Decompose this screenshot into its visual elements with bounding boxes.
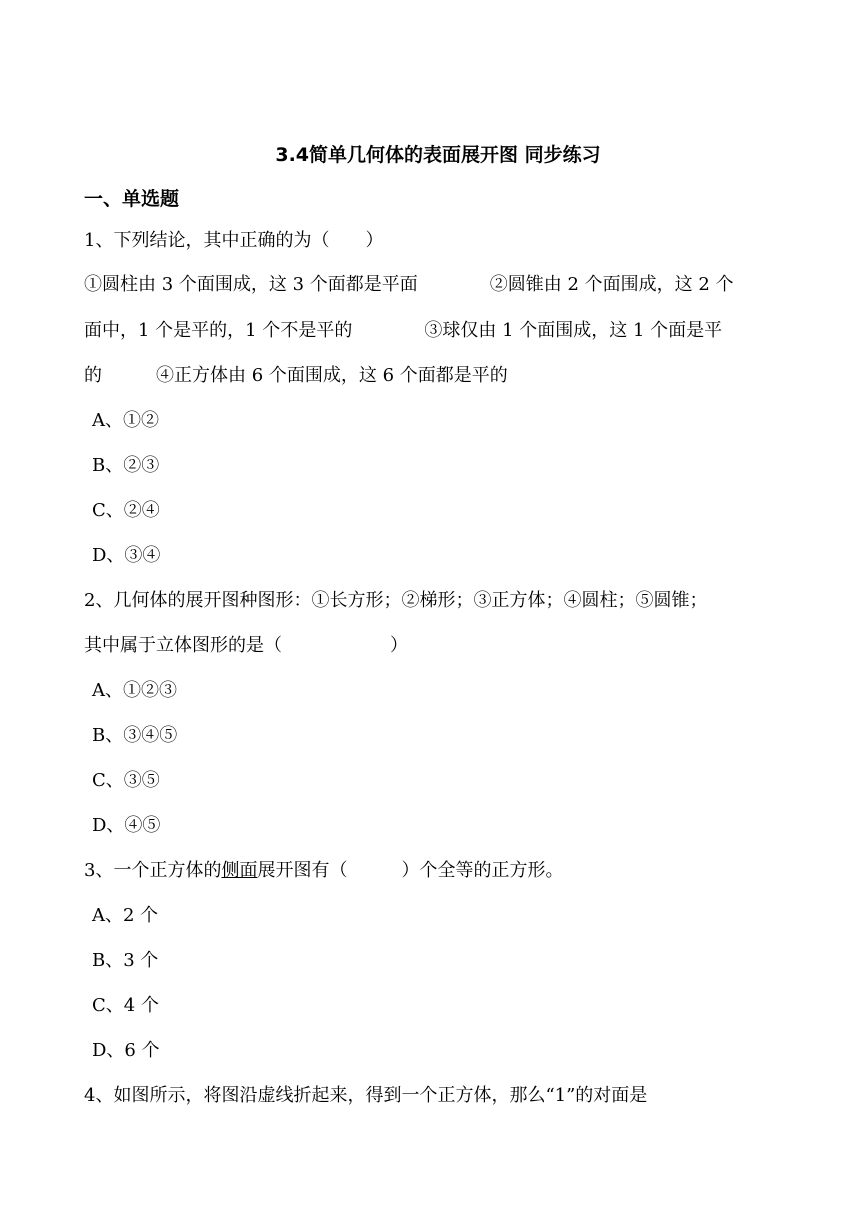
q3-option-b: B、3 个 [92,950,159,971]
q2-option-b: B、③④⑤ [92,725,178,746]
q1-option-c: C、②④ [92,500,160,521]
q1-statement-line-2: 面中，1 个是平的，1 个不是平的 ③球仅由 1 个面围成，这 1 个面是平 [84,320,723,341]
q4-stem: 4、如图所示，将图沿虚线折起来，得到一个正方体，那么“1”的对面是 [84,1085,648,1106]
q1-option-b: B、②③ [92,455,160,476]
q3-stem-before: 3、一个正方体的 [84,860,222,881]
q3-option-a: A、2 个 [92,905,159,926]
q3-option-c: C、4 个 [92,995,159,1016]
q2-option-c: C、③⑤ [92,770,160,791]
section-heading: 一、单选题 [84,188,180,210]
q3-stem [84,859,563,883]
q2-stem-line-2: 其中属于立体图形的是（ ） [84,635,408,656]
q1-statement-line-3: 的 ④正方体由 6 个面围成，这 6 个面都是平的 [84,365,508,386]
document-title: 3.4简单几何体的表面展开图 同步练习 [275,144,601,166]
q1-option-d: D、③④ [92,545,161,566]
q3-option-d: D、6 个 [92,1040,160,1061]
q1-option-a: A、①② [92,410,159,431]
q2-option-d: D、④⑤ [92,815,161,836]
q2-option-a: A、①②③ [92,680,177,701]
q2-stem-line-1: 2、几何体的展开图种图形：①长方形；②梯形；③正方体；④圆柱；⑤圆锥； [84,590,708,611]
q3-stem-underlined-term: 侧面 [221,860,258,881]
q1-statement-line-1: ①圆柱由 3 个面围成，这 3 个面都是平面 ②圆锥由 2 个面围成，这 2 个 [84,274,734,295]
q1-stem: 1、下列结论，其中正确的为（ ） [84,230,384,251]
q3-stem-after: 展开图有（ ）个全等的正方形。 [257,860,564,881]
